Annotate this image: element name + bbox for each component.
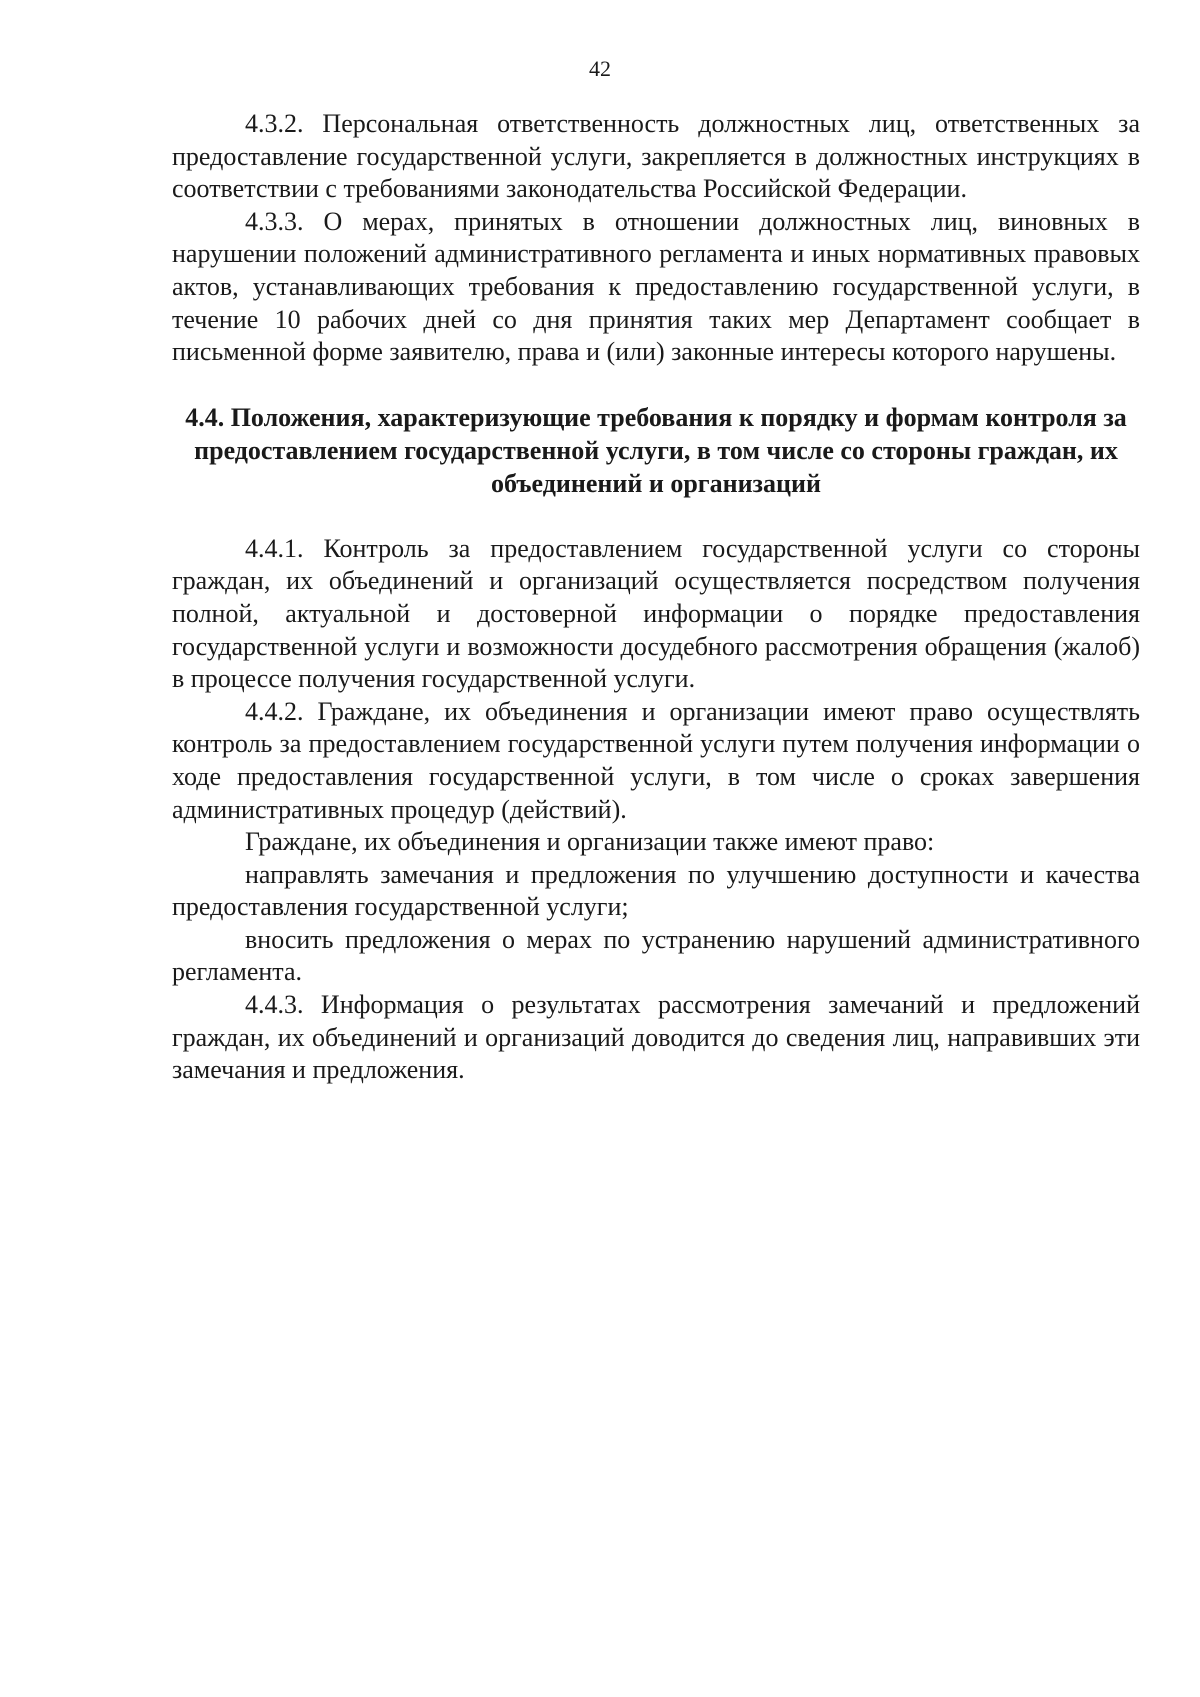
- paragraph-4-3-2: 4.3.2. Персональная ответственность должностных лиц, ответственных за предоставление государственной услуги, закрепляется в должностных инструкциях в соответствии с требованиями законодательства Российской Федерации.: [172, 109, 1140, 204]
- paragraph-4-4-1: 4.4.1. Контроль за предоставлением государственной услуги со стороны граждан, их объединений и организаций осуществляется посредством получения полной, актуальной и достоверной информации о порядке предоставления государственной услуги и возможности досудебного рассмотрения обращения (жалоб) в процессе получения государственной услуги.: [172, 533, 1140, 694]
- document-body: [172, 108, 1140, 1087]
- paragraph-rights-intro: Граждане, их объединения и организации также имеют право:: [245, 827, 935, 857]
- page-number: 42: [589, 56, 611, 81]
- paragraph-right-2: вносить предложения о мерах по устранению нарушений административного регламента.: [172, 924, 1140, 987]
- paragraph-4-4-2: 4.4.2. Граждане, их объединения и организации имеют право осуществлять контроль за предоставлением государственной услуги путем получения информации о ходе предоставления государственной услуги, в том числе о сроках завершения административных процедур (действий).: [172, 696, 1140, 824]
- paragraph-4-3-3: 4.3.3. О мерах, принятых в отношении должностных лиц, виновных в нарушении положений административного регламента и иных нормативных правовых актов, устанавливающих требования к предоставлению государственной услуги, в течение 10 рабочих дней со дня принятия таких мер Департамент сообщает в письменной форме заявителю, права и (или) законные интересы которого нарушены.: [172, 206, 1140, 367]
- section-heading-4-4: 4.4. Положения, характеризующие требования к порядку и формам контроля за предоставлением государственной услуги, в том числе со стороны граждан, их объединений и организаций: [185, 402, 1127, 498]
- paragraph-right-1: направлять замечания и предложения по улучшению доступности и качества предоставления государственной услуги;: [172, 859, 1140, 922]
- paragraph-4-4-3: 4.4.3. Информация о результатах рассмотрения замечаний и предложений граждан, их объединений и организаций доводится до сведения лиц, направивших эти замечания и предложения.: [172, 990, 1140, 1085]
